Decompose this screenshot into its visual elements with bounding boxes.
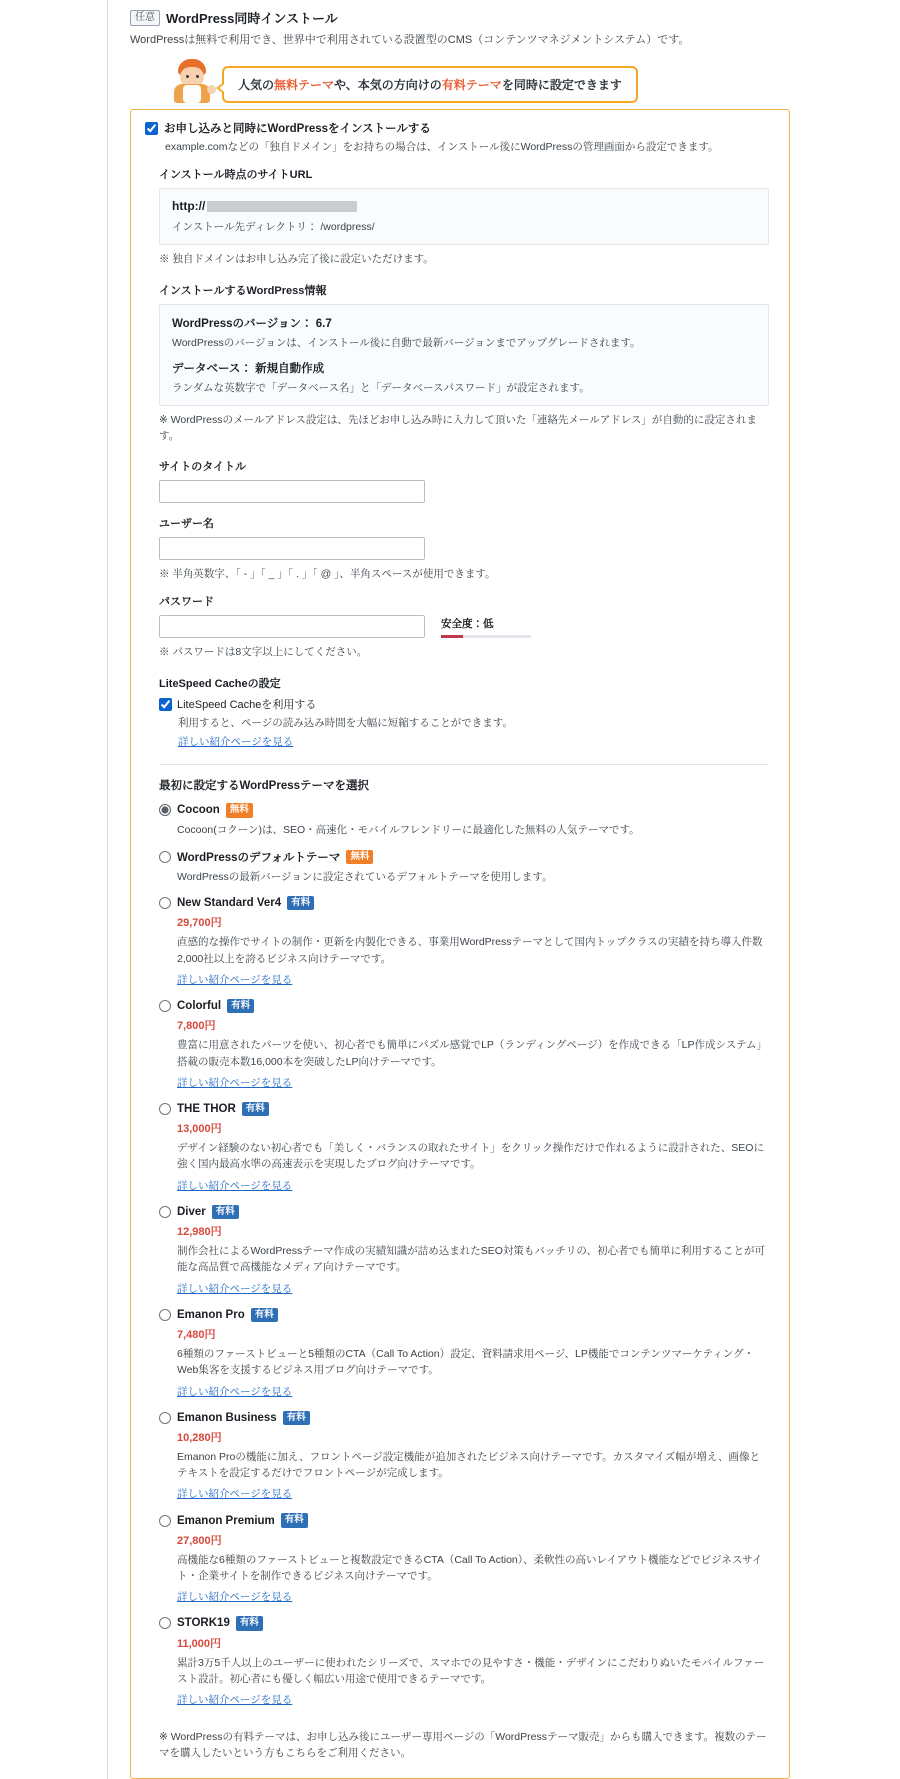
theme-price-tag: 有料 (281, 1513, 308, 1527)
theme-price-tag: 有料 (242, 1102, 269, 1116)
theme-option-header (159, 849, 769, 865)
theme-option-header (159, 803, 769, 817)
promo-suffix: を同時に設定できます (501, 78, 622, 92)
theme-option[interactable] (159, 849, 769, 896)
litespeed-checkbox-row[interactable] (159, 696, 775, 712)
install-checkbox-row[interactable] (145, 120, 775, 136)
theme-option-header (159, 1411, 769, 1425)
site-url-redacted (207, 201, 357, 212)
left-rule (107, 0, 108, 1779)
litespeed-heading: LiteSpeed Cacheの設定 (159, 678, 281, 691)
theme-description: 6種類のファーストビューと5種類のCTA（Call To Action）設定、資料請求用ページ、LP機能でコンテンツマーケティング・Web集客を支援するビジネス用ブログ向けテーマです。 (177, 1347, 755, 1377)
promo-prefix: 人気の (238, 78, 275, 92)
install-checkbox-label: お申し込みと同時にWordPressをインストールする (164, 123, 431, 135)
theme-name: Emanon Premium (177, 1514, 275, 1527)
litespeed-detail-link[interactable]: 詳しい紹介ページを見る (178, 736, 294, 749)
install-directory-value: /wordpress/ (320, 221, 375, 233)
theme-description: 豊富に用意されたパーツを使い、初心者でも簡単にパズル感覚でLP（ランディングページ）を作成できる「LP作成システム」搭載の販売本数16,000本を突破したLP向けテーマです。 (177, 1039, 767, 1068)
theme-name: New Standard Ver4 (177, 897, 282, 910)
theme-radio[interactable] (159, 1000, 171, 1012)
theme-price: 7,480円 (177, 1328, 216, 1341)
theme-option[interactable] (159, 999, 769, 1102)
section-description: WordPressは無料で利用でき、世界中で利用されている設置型のCMS（コンテンツマネジメントシステム）です。 (130, 34, 690, 46)
theme-radio[interactable] (159, 1515, 171, 1527)
theme-option-header (159, 1308, 769, 1322)
promo-middle: や、本気の方向けの (334, 78, 442, 92)
theme-option[interactable] (159, 1205, 769, 1308)
mascot-icon (170, 57, 214, 103)
theme-price-tag: 有料 (287, 896, 314, 910)
theme-price-tag: 有料 (251, 1308, 278, 1322)
install-wordpress-checkbox[interactable] (145, 122, 158, 135)
theme-name: STORK19 (177, 1617, 230, 1630)
theme-price: 11,000円 (177, 1637, 222, 1650)
theme-price: 10,280円 (177, 1431, 222, 1444)
theme-section-heading: 最初に設定するWordPressテーマを選択 (159, 780, 370, 793)
wp-version-line: WordPressのバージョン： 6.7 (172, 317, 332, 330)
theme-name: Cocoon (177, 804, 220, 817)
install-directory-label: インストール先ディレクトリ： (172, 221, 318, 233)
theme-radio[interactable] (159, 1103, 171, 1115)
theme-radio[interactable] (159, 897, 171, 909)
theme-price-tag: 無料 (346, 850, 373, 864)
theme-detail-link[interactable]: 詳しい紹介ページを見る (177, 1282, 293, 1295)
theme-name: Diver (177, 1205, 206, 1218)
theme-name: WordPressのデフォルトテーマ (177, 851, 341, 864)
theme-option[interactable] (159, 1411, 769, 1514)
theme-price-tag: 無料 (226, 803, 253, 817)
theme-radio[interactable] (159, 851, 171, 863)
theme-description: 直感的な操作でサイトの制作・更新を内製化できる、事業用WordPressテーマとして国内トップクラスの実績を持ち導入件数2,000社以上を誇るビジネス向けテーマです。 (177, 936, 763, 965)
password-input[interactable] (159, 615, 425, 638)
litespeed-checkbox[interactable] (159, 698, 172, 711)
username-label: ユーザー名 (159, 518, 214, 531)
theme-description: WordPressの最新バージョンに設定されているデフォルトテーマを使用します。 (177, 870, 553, 883)
theme-radio[interactable] (159, 804, 171, 816)
theme-description: デザイン経験のない初心者でも「美しく・バランスの取れたサイト」をクリック操作だけで作れるように設計された、SEOに強く国内最高水準の高速表示を実現したブログ向けテーマです。 (177, 1142, 764, 1171)
install-directory (172, 219, 756, 234)
wp-info-note: ※ WordPressのメールアドレス設定は、先ほどお申し込み時に入力して頂いた「連絡先メールアドレス」が自動的に設定されます。 (159, 413, 757, 442)
theme-description: 高機能な6種類のファーストビューと複数設定できるCTA（Call To Action）、柔軟性の高いレイアウト機能などでビジネスサイト・企業サイトを制作できるビジネス向けテーマです。 (177, 1553, 763, 1582)
theme-price: 12,980円 (177, 1226, 222, 1239)
theme-radio[interactable] (159, 1617, 171, 1629)
promo-paid-word: 有料テーマ (441, 78, 502, 92)
theme-detail-link[interactable]: 詳しい紹介ページを見る (177, 1694, 293, 1707)
theme-radio[interactable] (159, 1309, 171, 1321)
password-label: パスワード (159, 596, 214, 609)
site-title-field (145, 458, 775, 503)
theme-radio[interactable] (159, 1206, 171, 1218)
theme-price-tag: 有料 (227, 999, 254, 1013)
theme-footer-note: ※ WordPressの有料テーマは、お申し込み後にユーザー専用ページの「WordPressテーマ販売」からも購入できます。複数のテーマを購入したいという方もこちらをご利用ください。 (159, 1731, 767, 1760)
wp-database-line: データベース： 新規自動作成 (172, 362, 325, 375)
theme-option[interactable] (159, 1513, 769, 1616)
theme-detail-link[interactable]: 詳しい紹介ページを見る (177, 1488, 293, 1501)
theme-option-header (159, 1102, 769, 1116)
theme-description: Emanon Proの機能に加え、フロントページ設定機能が追加されたビジネス向けテーマです。カスタマイズ幅が増え、画像とテキストを設定するだけでフロントページが完成します。 (177, 1450, 760, 1480)
site-title-label: サイトのタイトル (159, 461, 247, 474)
promo-bubble (222, 66, 638, 103)
section-header (130, 8, 790, 27)
theme-option[interactable] (159, 1308, 769, 1411)
theme-option[interactable] (159, 896, 769, 999)
theme-option[interactable] (159, 1616, 769, 1719)
theme-option[interactable] (159, 803, 769, 849)
install-checkbox-note: example.comなどの「独自ドメイン」をお持ちの場合は、インストール後にWordPressの管理画面から設定できます。 (165, 141, 719, 153)
theme-option-header (159, 896, 769, 910)
theme-price: 13,000円 (177, 1123, 222, 1136)
theme-price: 27,800円 (177, 1534, 222, 1547)
content-column (130, 0, 790, 1779)
litespeed-checkbox-label: LiteSpeed Cacheを利用する (177, 699, 317, 712)
theme-price-tag: 有料 (283, 1411, 310, 1425)
theme-option-header (159, 1513, 769, 1527)
theme-radio[interactable] (159, 1412, 171, 1424)
theme-name: Colorful (177, 1000, 222, 1013)
page-title: WordPress同時インストール (166, 11, 338, 26)
theme-option-header (159, 1616, 769, 1630)
site-url-note: ※ 独自ドメインはお申し込み完了後に設定いただけます。 (159, 253, 434, 265)
theme-name: Emanon Business (177, 1411, 277, 1424)
promo-free-word: 無料テーマ (274, 78, 335, 92)
theme-list (145, 803, 775, 1719)
password-strength-label: 安全度：低 (441, 617, 494, 630)
password-field (145, 593, 775, 659)
username-input[interactable] (159, 537, 425, 560)
theme-detail-link[interactable]: 詳しい紹介ページを見る (177, 1076, 293, 1089)
theme-description: 累計3万5千人以上のユーザーに使われたシリーズで、スマホでの見やすさ・機能・デザインにこだわりぬいたモバイルファースト設計。初心者にも優しく幅広い用途で使用できるテーマです。 (177, 1656, 765, 1685)
password-strength-bar (441, 635, 531, 638)
site-url-box (159, 188, 769, 245)
litespeed-description: 利用すると、ページの読み込み時間を大幅に短縮することができます。 (178, 717, 513, 730)
promo-banner (170, 57, 790, 103)
username-field (145, 515, 775, 581)
theme-price: 7,800円 (177, 1020, 216, 1033)
wp-info-label: インストールするWordPress情報 (159, 284, 327, 297)
theme-name: THE THOR (177, 1103, 236, 1116)
theme-description: Cocoon(コクーン)は、SEO・高速化・モバイルフレンドリーに最適化した無料の人気テーマです。 (177, 823, 640, 836)
theme-detail-link[interactable]: 詳しい紹介ページを見る (177, 974, 293, 986)
theme-name: Emanon Pro (177, 1308, 245, 1321)
wordpress-install-panel (130, 109, 790, 1779)
wp-version-sub: WordPressのバージョンは、インストール後に自動で最新バージョンまでアップグレードされます。 (172, 336, 641, 349)
theme-price: 29,700円 (177, 917, 222, 930)
password-hint: ※ パスワードは8文字以上にしてください。 (159, 646, 368, 659)
site-url-protocol: http:// (172, 199, 206, 213)
wp-info-box (159, 304, 769, 406)
optional-badge: 任意 (130, 10, 160, 26)
site-url-line (172, 199, 756, 213)
username-hint: ※ 半角英数字、「 - 」「 _ 」「 . 」「 @ 」、半角スペースが使用できます。 (159, 568, 496, 581)
site-url-label: インストール時点のサイトURL (159, 169, 313, 181)
theme-detail-link[interactable]: 詳しい紹介ページを見る (177, 1385, 293, 1398)
theme-detail-link[interactable]: 詳しい紹介ページを見る (177, 1179, 293, 1192)
theme-option-header (159, 999, 769, 1013)
theme-price-tag: 有料 (212, 1205, 239, 1219)
password-strength (441, 616, 531, 638)
theme-detail-link[interactable]: 詳しい紹介ページを見る (177, 1591, 293, 1604)
site-title-input[interactable] (159, 480, 425, 503)
theme-price-tag: 有料 (236, 1616, 263, 1630)
theme-option[interactable] (159, 1102, 769, 1205)
theme-description: 制作会社によるWordPressテーマ作成の実績知識が詰め込まれたSEO対策もバッチリの、初心者でも簡単に利用することが可能な高品質で高機能なメディア向けテーマです。 (177, 1245, 765, 1274)
wp-database-sub: ランダムな英数字で「データベース名」と「データベースパスワード」が設定されます。 (172, 381, 590, 394)
section-divider (159, 764, 769, 765)
theme-option-header (159, 1205, 769, 1219)
